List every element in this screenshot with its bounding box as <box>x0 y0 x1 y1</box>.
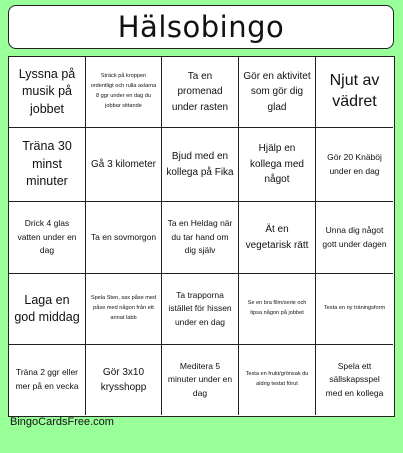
cell-text: Ta en Heldag när du tar hand om dig själv <box>167 218 233 256</box>
cell-text: Träna 2 ggr eller mer på en vecka <box>15 367 79 391</box>
bingo-cell[interactable] <box>162 274 239 345</box>
bingo-cell[interactable] <box>86 274 162 345</box>
bingo-cell[interactable] <box>316 128 393 202</box>
cell-text: Gör en aktivitet som gör dig glad <box>243 70 311 113</box>
bingo-cell[interactable] <box>86 345 162 415</box>
card-title: Hälsobingo <box>117 10 285 44</box>
cell-text: Lyssna på musik på jobbet <box>18 66 76 116</box>
bingo-cell[interactable] <box>239 202 316 274</box>
footer-credit: BingoCardsFree.com <box>10 416 114 428</box>
cell-text: Gör 20 Knäböj under en dag <box>327 151 382 176</box>
cell-text: Ta trapporna istället för hissen under en dag <box>168 289 232 327</box>
bingo-cell[interactable] <box>9 57 86 128</box>
title-box <box>8 5 394 49</box>
cell-text: Bjud med en kollega på Fika <box>166 151 234 178</box>
cell-text: Njut av vädret <box>329 72 380 110</box>
cell-text: Träna 30 minst minuter <box>22 139 72 189</box>
bingo-cell[interactable] <box>162 57 239 128</box>
bingo-cell[interactable] <box>9 202 86 274</box>
bingo-cell[interactable] <box>86 128 162 202</box>
bingo-cell[interactable] <box>239 57 316 128</box>
cell-text: Testa en frukt/grönsak du aldrig testat förut <box>245 371 309 387</box>
bingo-cell[interactable] <box>162 202 239 274</box>
cell-text: Testa en ny träningsform <box>323 305 386 312</box>
bingo-cell[interactable] <box>316 202 393 274</box>
cell-text: Gör 3x10 krysshopp <box>100 366 147 393</box>
bingo-cell[interactable] <box>162 345 239 415</box>
bingo-cell[interactable] <box>239 345 316 415</box>
cell-text: Sträck på kroppen ordentligt och rulla axlarna 8 ggr under en dag du jobbar sittande <box>90 73 157 109</box>
cell-text: Ta en promenad under rasten <box>171 70 229 113</box>
cell-text: Gå 3 kilometer <box>90 158 157 170</box>
cell-text: Drick 4 glas vatten under en dag <box>17 218 77 256</box>
cell-text: Meditera 5 minuter under en dag <box>167 360 233 398</box>
bingo-cell[interactable] <box>316 345 393 415</box>
cell-text: Laga en god middag <box>14 292 80 324</box>
cell-text: Ta en sovmorgon <box>90 231 157 242</box>
bingo-cell[interactable] <box>239 274 316 345</box>
bingo-cell[interactable] <box>9 128 86 202</box>
bingo-cell[interactable] <box>239 128 316 202</box>
bingo-cell[interactable] <box>9 345 86 415</box>
cell-text: Spela ett sällskapsspel med en kollega <box>325 360 384 398</box>
cell-text: Ät en vegetarisk rätt <box>245 224 309 251</box>
cell-text: Spela Sten, sax påse med påse med någon från ett annat labb <box>90 295 157 321</box>
bingo-cell[interactable] <box>86 202 162 274</box>
cell-text: Hjälp en kollega med något <box>250 143 304 186</box>
cell-text: Unna dig något gott under dagen <box>322 224 387 249</box>
bingo-cell[interactable] <box>86 57 162 128</box>
bingo-cell[interactable] <box>162 128 239 202</box>
bingo-cell[interactable] <box>316 274 393 345</box>
bingo-cell[interactable] <box>9 274 86 345</box>
bingo-cell[interactable] <box>316 57 393 128</box>
cell-text: Se en bra film/serie och tipsa någon på jobbet <box>247 300 307 316</box>
bingo-grid <box>8 56 395 417</box>
